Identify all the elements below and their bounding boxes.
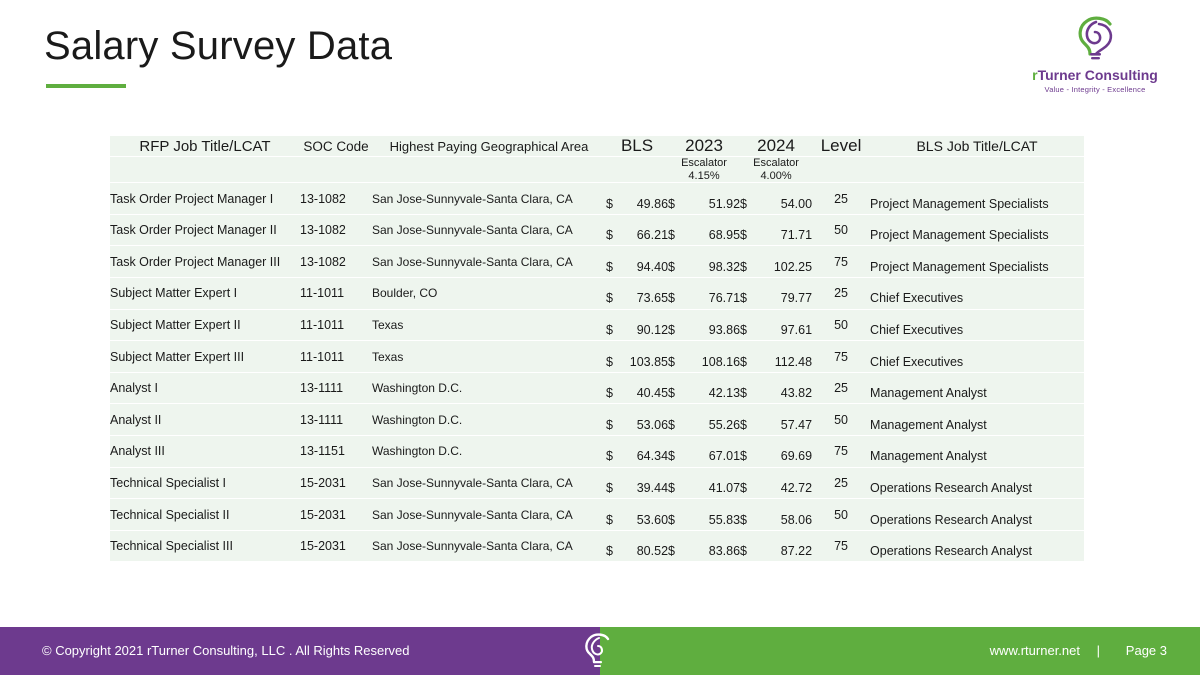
cell-2024-rate: 102.25 <box>754 246 812 278</box>
table-row <box>110 404 1084 436</box>
cell-soc-code: 13-1082 <box>300 183 372 215</box>
cell-soc-code: 15-2031 <box>300 499 372 531</box>
escalator-2023 <box>668 157 740 183</box>
header-2024: 2024 <box>740 136 812 157</box>
cell-2024-currency: $ <box>740 499 754 531</box>
cell-geo-area: Boulder, CO <box>372 278 606 310</box>
header-geo-area: Highest Paying Geographical Area <box>372 136 606 157</box>
salary-survey-table <box>110 136 1084 562</box>
cell-2023-currency: $ <box>668 404 682 436</box>
cell-geo-area: San Jose-Sunnyvale-Santa Clara, CA <box>372 183 606 215</box>
cell-bls-job-title: Chief Executives <box>870 341 1084 373</box>
cell-bls-currency: $ <box>606 309 620 341</box>
cell-bls-rate: 49.86 <box>620 183 668 215</box>
cell-geo-area: Washington D.C. <box>372 372 606 404</box>
cell-geo-area: San Jose-Sunnyvale-Santa Clara, CA <box>372 246 606 278</box>
cell-level: 75 <box>812 246 870 278</box>
header-job-title: RFP Job Title/LCAT <box>110 136 300 157</box>
cell-bls-currency: $ <box>606 246 620 278</box>
cell-bls-rate: 73.65 <box>620 278 668 310</box>
cell-2023-currency: $ <box>668 183 682 215</box>
footer-copyright: © Copyright 2021 rTurner Consulting, LLC . All Rights Reserved <box>42 643 410 658</box>
cell-geo-area: Texas <box>372 341 606 373</box>
cell-job-title: Task Order Project Manager I <box>110 183 300 215</box>
page-title: Salary Survey Data <box>44 24 393 68</box>
cell-level: 50 <box>812 499 870 531</box>
cell-2023-rate: 98.32 <box>682 246 740 278</box>
cell-2023-rate: 42.13 <box>682 372 740 404</box>
cell-2023-currency: $ <box>668 214 682 246</box>
cell-2023-rate: 67.01 <box>682 436 740 468</box>
cell-job-title: Analyst II <box>110 404 300 436</box>
cell-job-title: Analyst III <box>110 436 300 468</box>
cell-2024-currency: $ <box>740 404 754 436</box>
cell-bls-rate: 53.60 <box>620 499 668 531</box>
cell-2023-rate: 93.86 <box>682 309 740 341</box>
cell-geo-area: San Jose-Sunnyvale-Santa Clara, CA <box>372 214 606 246</box>
cell-bls-currency: $ <box>606 214 620 246</box>
escalator-2023-label: Escalator <box>681 157 727 169</box>
cell-2024-currency: $ <box>740 214 754 246</box>
cell-2023-rate: 41.07 <box>682 467 740 499</box>
cell-2023-currency: $ <box>668 278 682 310</box>
cell-2024-currency: $ <box>740 436 754 468</box>
cell-2023-currency: $ <box>668 309 682 341</box>
cell-geo-area: San Jose-Sunnyvale-Santa Clara, CA <box>372 467 606 499</box>
cell-2024-currency: $ <box>740 467 754 499</box>
header-level: Level <box>812 136 870 157</box>
footer-separator: | <box>1096 643 1100 658</box>
header-bls-job-title: BLS Job Title/LCAT <box>870 136 1084 157</box>
cell-2024-rate: 87.22 <box>754 530 812 562</box>
footer-page-number: Page 3 <box>1125 643 1167 658</box>
cell-geo-area: Washington D.C. <box>372 436 606 468</box>
cell-soc-code: 13-1111 <box>300 404 372 436</box>
cell-2023-currency: $ <box>668 467 682 499</box>
cell-bls-currency: $ <box>606 183 620 215</box>
cell-2023-rate: 76.71 <box>682 278 740 310</box>
cell-bls-currency: $ <box>606 436 620 468</box>
cell-job-title: Subject Matter Expert I <box>110 278 300 310</box>
logo-name-rest: Turner Consulting <box>1037 67 1158 83</box>
company-logo <box>1020 16 1170 96</box>
cell-bls-job-title: Management Analyst <box>870 372 1084 404</box>
cell-bls-rate: 39.44 <box>620 467 668 499</box>
escalator-blank-6 <box>870 157 1084 183</box>
cell-2024-currency: $ <box>740 246 754 278</box>
cell-bls-rate: 103.85 <box>620 341 668 373</box>
cell-bls-job-title: Operations Research Analyst <box>870 467 1084 499</box>
cell-bls-currency: $ <box>606 372 620 404</box>
cell-bls-rate: 53.06 <box>620 404 668 436</box>
cell-bls-rate: 94.40 <box>620 246 668 278</box>
header-2023: 2023 <box>668 136 740 157</box>
cell-bls-rate: 80.52 <box>620 530 668 562</box>
escalator-blank-2 <box>300 157 372 183</box>
cell-level: 25 <box>812 467 870 499</box>
logo-tagline: Value - Integrity - Excellence <box>1044 85 1146 94</box>
cell-soc-code: 13-1151 <box>300 436 372 468</box>
footer-website-link[interactable]: www.rturner.net <box>989 643 1080 658</box>
cell-2024-currency: $ <box>740 530 754 562</box>
cell-2023-currency: $ <box>668 530 682 562</box>
cell-2023-rate: 51.92 <box>682 183 740 215</box>
cell-2023-currency: $ <box>668 372 682 404</box>
cell-job-title: Task Order Project Manager II <box>110 214 300 246</box>
cell-2024-rate: 79.77 <box>754 278 812 310</box>
cell-bls-job-title: Project Management Specialists <box>870 183 1084 215</box>
cell-2024-rate: 43.82 <box>754 372 812 404</box>
cell-bls-job-title: Project Management Specialists <box>870 246 1084 278</box>
table-body <box>110 183 1084 562</box>
cell-2024-rate: 112.48 <box>754 341 812 373</box>
cell-geo-area: Texas <box>372 309 606 341</box>
cell-bls-currency: $ <box>606 467 620 499</box>
slide-footer <box>0 627 1200 675</box>
table-row <box>110 436 1084 468</box>
cell-2024-currency: $ <box>740 372 754 404</box>
cell-job-title: Subject Matter Expert II <box>110 309 300 341</box>
cell-job-title: Technical Specialist I <box>110 467 300 499</box>
cell-job-title: Analyst I <box>110 372 300 404</box>
cell-2023-rate: 55.26 <box>682 404 740 436</box>
cell-soc-code: 13-1082 <box>300 214 372 246</box>
escalator-2024-value: 4.00% <box>760 169 792 182</box>
cell-bls-currency: $ <box>606 404 620 436</box>
cell-2023-rate: 68.95 <box>682 214 740 246</box>
cell-bls-job-title: Chief Executives <box>870 278 1084 310</box>
escalator-2024-label: Escalator <box>753 157 799 169</box>
cell-2024-rate: 58.06 <box>754 499 812 531</box>
table-row <box>110 278 1084 310</box>
cell-2023-currency: $ <box>668 246 682 278</box>
cell-job-title: Technical Specialist II <box>110 499 300 531</box>
escalator-blank-4 <box>606 157 668 183</box>
cell-soc-code: 11-1011 <box>300 341 372 373</box>
salary-table-container <box>110 136 1084 562</box>
cell-soc-code: 11-1011 <box>300 278 372 310</box>
cell-bls-currency: $ <box>606 341 620 373</box>
cell-bls-job-title: Operations Research Analyst <box>870 530 1084 562</box>
cell-level: 75 <box>812 436 870 468</box>
footer-right-band <box>600 627 1200 675</box>
cell-2023-currency: $ <box>668 341 682 373</box>
cell-level: 50 <box>812 309 870 341</box>
escalator-2023-value: 4.15% <box>688 169 720 182</box>
cell-2024-rate: 54.00 <box>754 183 812 215</box>
escalator-blank-3 <box>372 157 606 183</box>
cell-2024-rate: 69.69 <box>754 436 812 468</box>
table-row <box>110 214 1084 246</box>
cell-bls-job-title: Chief Executives <box>870 309 1084 341</box>
cell-bls-rate: 90.12 <box>620 309 668 341</box>
cell-level: 25 <box>812 278 870 310</box>
header-row-escalator <box>110 157 1084 183</box>
header-row-main <box>110 136 1084 157</box>
cell-2023-currency: $ <box>668 436 682 468</box>
header-bls: BLS <box>606 136 668 157</box>
cell-bls-rate: 66.21 <box>620 214 668 246</box>
cell-geo-area: San Jose-Sunnyvale-Santa Clara, CA <box>372 499 606 531</box>
cell-bls-currency: $ <box>606 499 620 531</box>
cell-soc-code: 13-1082 <box>300 246 372 278</box>
lightbulb-swirl-icon <box>1020 16 1170 67</box>
logo-wordmark <box>1020 68 1170 82</box>
cell-2024-currency: $ <box>740 341 754 373</box>
cell-bls-currency: $ <box>606 530 620 562</box>
table-row <box>110 246 1084 278</box>
table-row <box>110 467 1084 499</box>
table-row <box>110 341 1084 373</box>
cell-level: 75 <box>812 530 870 562</box>
cell-bls-job-title: Management Analyst <box>870 404 1084 436</box>
cell-geo-area: San Jose-Sunnyvale-Santa Clara, CA <box>372 530 606 562</box>
cell-bls-job-title: Operations Research Analyst <box>870 499 1084 531</box>
cell-2024-rate: 97.61 <box>754 309 812 341</box>
cell-2023-rate: 55.83 <box>682 499 740 531</box>
table-row <box>110 309 1084 341</box>
escalator-blank-1 <box>110 157 300 183</box>
table-row <box>110 183 1084 215</box>
cell-2024-currency: $ <box>740 278 754 310</box>
cell-level: 75 <box>812 341 870 373</box>
logo-name-prefix: r <box>1032 67 1038 83</box>
table-row <box>110 499 1084 531</box>
title-underline <box>46 84 126 88</box>
cell-geo-area: Washington D.C. <box>372 404 606 436</box>
cell-bls-job-title: Management Analyst <box>870 436 1084 468</box>
footer-lightbulb-icon <box>578 633 618 674</box>
cell-soc-code: 11-1011 <box>300 309 372 341</box>
cell-soc-code: 13-1111 <box>300 372 372 404</box>
cell-job-title: Subject Matter Expert III <box>110 341 300 373</box>
table-header <box>110 136 1084 183</box>
cell-2024-currency: $ <box>740 183 754 215</box>
cell-bls-rate: 64.34 <box>620 436 668 468</box>
cell-2023-rate: 83.86 <box>682 530 740 562</box>
cell-2023-rate: 108.16 <box>682 341 740 373</box>
cell-level: 25 <box>812 183 870 215</box>
cell-level: 50 <box>812 214 870 246</box>
escalator-blank-5 <box>812 157 870 183</box>
cell-bls-job-title: Project Management Specialists <box>870 214 1084 246</box>
cell-soc-code: 15-2031 <box>300 467 372 499</box>
cell-2023-currency: $ <box>668 499 682 531</box>
cell-bls-rate: 40.45 <box>620 372 668 404</box>
cell-job-title: Technical Specialist III <box>110 530 300 562</box>
cell-2024-rate: 71.71 <box>754 214 812 246</box>
table-row <box>110 372 1084 404</box>
cell-level: 25 <box>812 372 870 404</box>
cell-2024-rate: 42.72 <box>754 467 812 499</box>
escalator-2024 <box>740 157 812 183</box>
cell-soc-code: 15-2031 <box>300 530 372 562</box>
cell-level: 50 <box>812 404 870 436</box>
cell-2024-rate: 57.47 <box>754 404 812 436</box>
cell-bls-currency: $ <box>606 278 620 310</box>
header-soc-code: SOC Code <box>300 136 372 157</box>
table-row <box>110 530 1084 562</box>
cell-job-title: Task Order Project Manager III <box>110 246 300 278</box>
cell-2024-currency: $ <box>740 309 754 341</box>
